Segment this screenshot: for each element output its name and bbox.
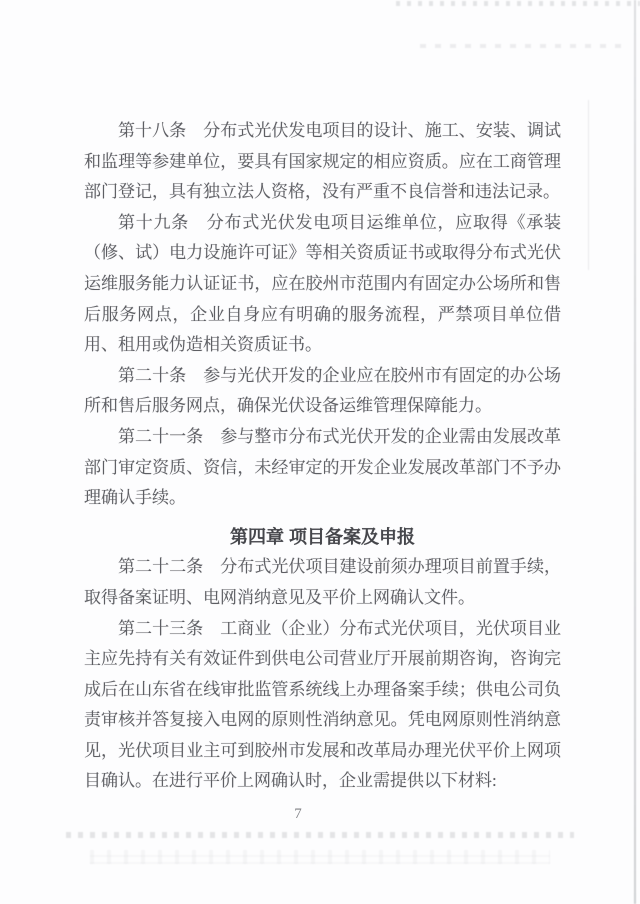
article-18	[84, 116, 561, 208]
article-20-line-2: 所和售后服务网点，确保光伏设备运维管理保障能力。	[84, 396, 492, 416]
article-23	[84, 614, 561, 798]
article-22-line-1: 第二十二条 分布式光伏项目建设前须办理项目前置手续，	[118, 557, 561, 577]
article-20-line-1: 第二十条 参与光伏开发的企业应在胶州市有固定的办公场	[118, 365, 561, 385]
article-19-line-4: 后服务网点，企业自身应有明确的服务流程，严禁项目单位借	[84, 304, 561, 324]
article-21-line-3: 理确认手续。	[84, 488, 186, 508]
article-19-line-1: 第十九条 分布式光伏发电项目运维单位，应取得《承装	[118, 212, 561, 232]
article-21-line-2: 部门审定资质、资信，未经审定的开发企业发展改革部门不予办	[84, 457, 561, 477]
document-body	[84, 116, 561, 797]
article-22	[84, 552, 561, 613]
scan-noise-band-top-2	[420, 44, 625, 48]
article-20	[84, 361, 561, 422]
article-19	[84, 208, 561, 361]
article-21-line-1: 第二十一条 参与整市分布式光伏开发的企业需由发展改革	[118, 426, 561, 446]
article-21	[84, 422, 561, 514]
scan-noise-band-top	[396, 1, 640, 6]
article-23-line-2: 主应先持有关有效证件到供电公司营业厅开展前期咨询，咨询完	[84, 649, 561, 669]
chapter-heading: 第四章 项目备案及申报	[230, 526, 415, 547]
article-23-line-6: 目确认。在进行平价上网确认时，企业需提供以下材料:	[84, 771, 497, 791]
article-22-line-2: 取得备案证明、电网消纳意见及平价上网确认文件。	[84, 587, 475, 607]
scan-noise-band-bottom	[66, 832, 574, 838]
article-19-line-5: 用、租用或伪造相关资质证书。	[84, 335, 322, 355]
article-23-line-4: 责审核并答复接入电网的原则性消纳意见。凭电网原则性消纳意	[84, 710, 561, 730]
scan-noise-band-bottom-2	[90, 850, 550, 864]
article-18-line-2: 和监理等参建单位，要具有国家规定的相应资质。应在工商管理	[84, 151, 561, 171]
scan-artifact-vertical-line-short	[588, 100, 589, 270]
scan-artifact-vertical-line	[634, 0, 636, 904]
article-23-line-3: 成后在山东省在线审批监管系统线上办理备案手续；供电公司负	[84, 679, 561, 699]
article-23-line-5: 见，光伏项目业主可到胶州市发展和改革局办理光伏平价上网项	[84, 740, 561, 760]
page-number: 7	[294, 806, 302, 822]
article-19-line-3: 运维服务能力认证证书，应在胶州市范围内有固定办公场所和售	[84, 273, 561, 293]
article-18-line-3: 部门登记，具有独立法人资格，没有严重不良信誉和违法记录。	[84, 182, 560, 202]
article-23-line-1: 第二十三条 工商业（企业）分布式光伏项目，光伏项目业	[118, 618, 561, 638]
article-19-line-2: （修、试）电力设施许可证》等相关资质证书或取得分布式光伏	[84, 243, 561, 263]
article-18-line-1: 第十八条 分布式光伏发电项目的设计、施工、安装、调试	[118, 121, 561, 140]
